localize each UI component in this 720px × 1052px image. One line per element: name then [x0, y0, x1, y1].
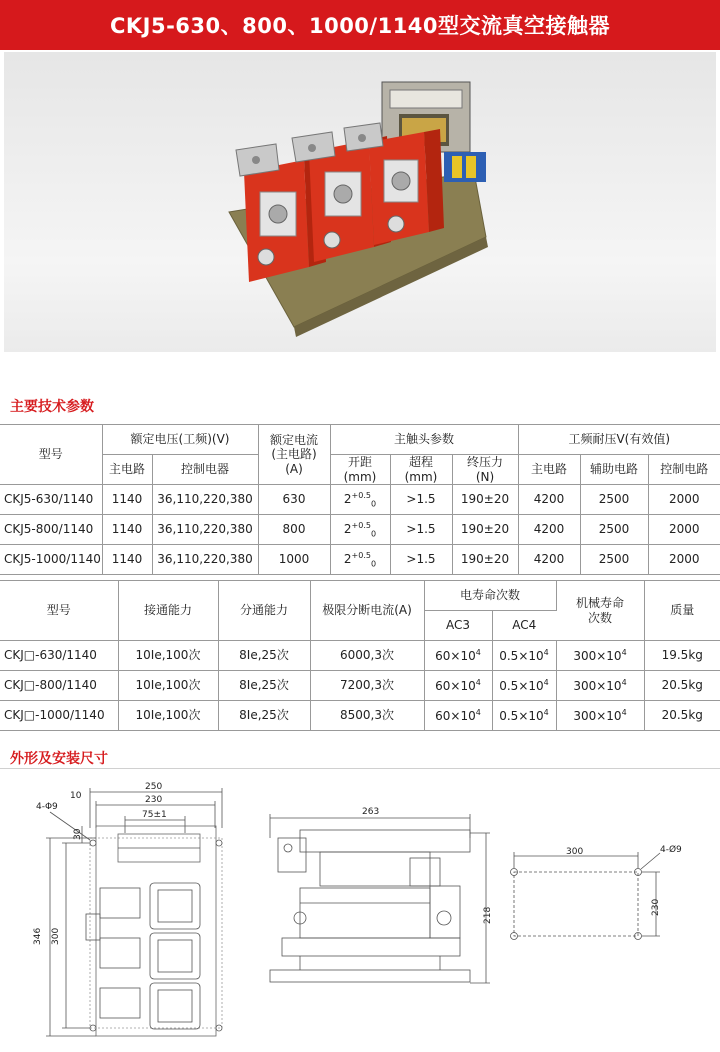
mounting-hole-drawing — [511, 852, 661, 940]
product-photo — [4, 52, 716, 352]
header-gap — [330, 455, 390, 485]
header-control-appliance: 控制电器 — [152, 455, 258, 485]
cell-breaking: 8Ie,25次 — [218, 641, 310, 671]
cell-mass: 20.5kg — [644, 671, 720, 701]
section-heading-specs: 主要技术参数 — [10, 399, 94, 415]
dim-10: 10 — [70, 791, 82, 801]
cell-mechanical-life: $300\times 10^4$ — [556, 671, 644, 701]
dim-250: 250 — [145, 782, 163, 792]
cell-gap: $2^{+0.5}_0$ — [330, 545, 390, 575]
cell-breaking: 8Ie,25次 — [218, 701, 310, 731]
cell-model: CKJ5-800/1140 — [0, 515, 102, 545]
header-final-pressure-l2: (N) — [475, 469, 495, 484]
dim-30: 30 — [73, 828, 83, 840]
cell-main-voltage: 1140 — [102, 485, 152, 515]
cell-limit: 6000,3次 — [310, 641, 424, 671]
section-heading-dimensions: 外形及安装尺寸 — [10, 751, 108, 767]
cell-withstand-aux: 2500 — [580, 485, 648, 515]
dim-75: 75±1 — [142, 810, 167, 820]
cell-mass: 20.5kg — [644, 701, 720, 731]
header-making-capacity: 接通能力 — [118, 581, 218, 641]
cell-overtravel: >1.5 — [390, 515, 452, 545]
cell-ac4: $0.5\times 10^4$ — [492, 701, 556, 731]
dim-hole-left: 4-Φ9 — [36, 802, 58, 812]
cell-main-voltage: 1140 — [102, 515, 152, 545]
cell-withstand-control: 2000 — [648, 515, 720, 545]
header-mechanical-life — [556, 581, 644, 641]
table-row — [0, 701, 720, 731]
header-limit-breaking: 极限分断电流(A) — [310, 581, 424, 641]
dim-300h: 300 — [566, 847, 584, 857]
cell-making: 10Ie,100次 — [118, 641, 218, 671]
header-gap-l1: 开距 — [347, 455, 372, 470]
dimension-drawings — [0, 778, 720, 1048]
header-withstand-control: 控制电路 — [648, 455, 720, 485]
header-mass: 质量 — [644, 581, 720, 641]
dim-346: 346 — [33, 927, 43, 945]
cell-model: CKJ□-630/1140 — [0, 641, 118, 671]
cell-ac3: $60\times 10^4$ — [424, 701, 492, 731]
cell-model: CKJ5-1000/1140 — [0, 545, 102, 575]
cell-final-pressure: 190±20 — [452, 515, 518, 545]
cell-gap: $2^{+0.5}_0$ — [330, 485, 390, 515]
cell-model: CKJ5-630/1140 — [0, 485, 102, 515]
cell-overtravel: >1.5 — [390, 485, 452, 515]
cell-ac4: $0.5\times 10^4$ — [492, 641, 556, 671]
header-rated-current-l1: 额定电流 — [269, 432, 318, 447]
cell-final-pressure: 190±20 — [452, 485, 518, 515]
header-withstand-main: 主电路 — [518, 455, 580, 485]
cell-making: 10Ie,100次 — [118, 701, 218, 731]
spec-table-2 — [0, 580, 720, 731]
header-ac4: AC4 — [492, 611, 556, 641]
cell-ac4: $0.5\times 10^4$ — [492, 671, 556, 701]
cell-withstand-control: 2000 — [648, 545, 720, 575]
header-mechanical-life-l2: 次数 — [587, 610, 612, 625]
cell-breaking: 8Ie,25次 — [218, 671, 310, 701]
section-divider — [0, 768, 720, 769]
side-view-drawing — [270, 814, 490, 983]
front-view-drawing — [46, 788, 222, 1036]
table-row — [0, 671, 720, 701]
cell-final-pressure: 190±20 — [452, 545, 518, 575]
header-rated-current-l3: (A) — [285, 461, 303, 476]
header-gap-l2: (mm) — [343, 469, 377, 484]
table-row — [0, 641, 720, 671]
dim-300v: 300 — [51, 927, 61, 945]
cell-control-voltage: 36,110,220,380 — [152, 485, 258, 515]
cell-ac3: $60\times 10^4$ — [424, 641, 492, 671]
header-rated-current-l2: (主电路) — [271, 447, 317, 462]
dim-218: 218 — [483, 906, 493, 924]
cell-making: 10Ie,100次 — [118, 671, 218, 701]
header-ac3: AC3 — [424, 611, 492, 641]
header-main-contact: 主触头参数 — [330, 425, 518, 455]
cell-model: CKJ□-1000/1140 — [0, 701, 118, 731]
cell-withstand-aux: 2500 — [580, 545, 648, 575]
header-overtravel-l1: 超程 — [408, 455, 433, 470]
table-row — [0, 545, 720, 575]
cell-current: 1000 — [258, 545, 330, 575]
cell-limit: 7200,3次 — [310, 671, 424, 701]
header-model: 型号 — [0, 425, 102, 485]
cell-withstand-main: 4200 — [518, 485, 580, 515]
header-model-2: 型号 — [0, 581, 118, 641]
header-final-pressure — [452, 455, 518, 485]
header-mechanical-life-l1: 机械寿命 — [575, 596, 624, 611]
cell-main-voltage: 1140 — [102, 545, 152, 575]
cell-gap: $2^{+0.5}_0$ — [330, 515, 390, 545]
header-overtravel-l2: (mm) — [404, 469, 438, 484]
header-withstand-aux: 辅助电路 — [580, 455, 648, 485]
cell-mechanical-life: $300\times 10^4$ — [556, 701, 644, 731]
dim-hole-right: 4-Ø9 — [660, 845, 682, 855]
header-breaking-capacity: 分通能力 — [218, 581, 310, 641]
cell-current: 800 — [258, 515, 330, 545]
cell-withstand-control: 2000 — [648, 485, 720, 515]
cell-withstand-main: 4200 — [518, 545, 580, 575]
header-final-pressure-l1: 终压力 — [466, 455, 503, 470]
spec-table-1 — [0, 424, 720, 575]
header-withstand: 工频耐压V(有效值) — [518, 425, 720, 455]
cell-overtravel: >1.5 — [390, 545, 452, 575]
header-rated-voltage: 额定电压(工频)(V) — [102, 425, 258, 455]
dim-230: 230 — [145, 795, 163, 805]
cell-mechanical-life: $300\times 10^4$ — [556, 641, 644, 671]
page-title: CKJ5-630、800、1000/1140型交流真空接触器 — [0, 0, 720, 50]
table-row — [0, 485, 720, 515]
header-main-circuit: 主电路 — [102, 455, 152, 485]
cell-limit: 8500,3次 — [310, 701, 424, 731]
header-electrical-life: 电寿命次数 — [424, 581, 556, 611]
dim-230v: 230 — [651, 898, 661, 916]
cell-mass: 19.5kg — [644, 641, 720, 671]
cell-control-voltage: 36,110,220,380 — [152, 515, 258, 545]
dim-263: 263 — [362, 807, 380, 817]
header-rated-current — [258, 425, 330, 485]
cell-control-voltage: 36,110,220,380 — [152, 545, 258, 575]
table-row — [0, 515, 720, 545]
cell-ac3: $60\times 10^4$ — [424, 671, 492, 701]
header-overtravel — [390, 455, 452, 485]
cell-current: 630 — [258, 485, 330, 515]
cell-model: CKJ□-800/1140 — [0, 671, 118, 701]
cell-withstand-aux: 2500 — [580, 515, 648, 545]
cell-withstand-main: 4200 — [518, 515, 580, 545]
